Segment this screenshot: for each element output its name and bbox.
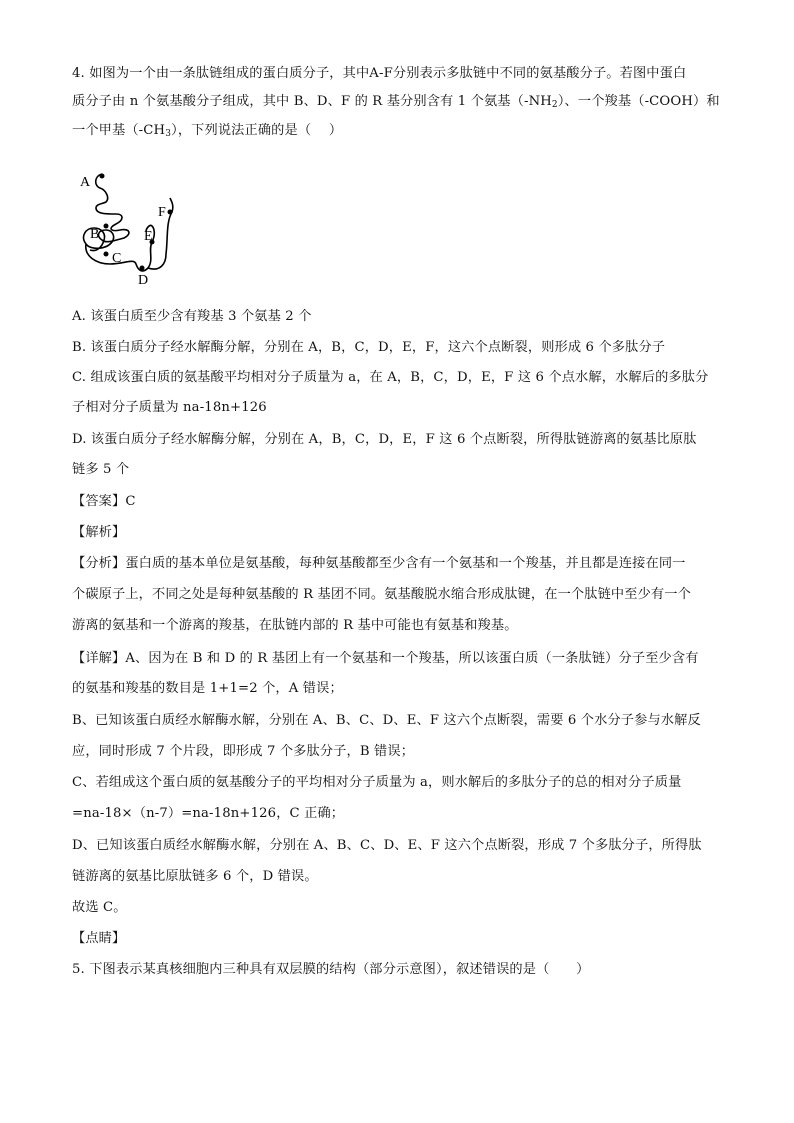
label-b: B: [90, 227, 100, 242]
question-5-stem: 5. 下图表示某真核细胞内三种具有双层膜的结构（部分示意图），叙述错误的是（ ）: [72, 962, 590, 977]
option-c-line1: C. 组成该蛋白质的氨基酸平均相对分子质量为 a，在 A，B，C，D，E，F 这 6 个点水解，水解后的多肽分: [72, 370, 709, 385]
detail-line3: B、已知该蛋白质经水解酶水解，分别在 A、B、C、D、E、F 这六个点断裂，需要 6 个水分子参与水解反: [72, 713, 701, 728]
detail-line7: D、已知该蛋白质经水解酶水解，分别在 A、B、C、D、E、F 这六个点断裂，形成 7 个多肽分子，所得肽: [72, 838, 702, 853]
label-f: F: [158, 205, 166, 220]
tip-heading: 【点睛】: [72, 931, 126, 946]
point-c: [104, 252, 109, 257]
label-d: D: [138, 273, 149, 288]
analysis-heading: 【解析】: [72, 525, 126, 540]
question-4-stem-line3: 一个甲基$(-CH_3)$，下列说法正确的是（ ）: [72, 123, 343, 139]
answer: 【答案】C: [72, 494, 136, 509]
detail-line8: 链游离的氨基比原肽链多 6 个，D 错误。: [72, 869, 318, 884]
point-a: [100, 174, 105, 179]
option-b: B. 该蛋白质分子经水解酶分解，分别在 A，B，C，D，E，F，这六个点断裂，则形成 6 个多肽分子: [72, 340, 666, 355]
analysis-fenxi-line2: 个碳原子上，不同之处是每种氨基酸的 R 基团不同。氨基酸脱水缩合形成肽键，在一个肽链中至少有一个: [72, 587, 691, 602]
option-d-line1: D. 该蛋白质分子经水解酶分解，分别在 A，B，C，D，E，F 这 6 个点断裂，所得肽链游离的氨基比原肽: [72, 432, 697, 447]
label-e: E: [144, 229, 153, 244]
conclusion: 故选 C。: [72, 900, 127, 915]
point-f: [168, 210, 173, 215]
analysis-fenxi-line3: 游离的氨基和一个游离的羧基，在肽链内部的 R 基中可能也有氨基和羧基。: [72, 618, 518, 633]
label-c: C: [112, 251, 122, 266]
detail-line2: 的氨基和羧基的数目是 1+1=2 个，A 错误；: [72, 681, 343, 696]
detail-line1: 【详解】A、因为在 B 和 D 的 R 基团上有一个氨基和一个羧基，所以该蛋白质（一条肽链）分子至少含有: [72, 651, 699, 666]
option-d-line2: 链多 5 个: [72, 462, 130, 477]
option-a: A. 该蛋白质至少含有羧基 3 个氨基 2 个: [72, 309, 312, 324]
detail-line5: C、若组成这个蛋白质的氨基酸分子的平均相对分子质量为 a，则水解后的多肽分子的总的相对分子质量: [72, 775, 682, 790]
question-4-stem-line2: 质分子由 n 个氨基酸分子组成，其中 B、D、F 的 R 基分别含有 1 个氨基$(-NH_2)$、一个羧基（-COOH）和: [72, 94, 720, 110]
polypeptide-chain: [84, 174, 173, 271]
option-c-line2: 子相对分子质量为 na-18n+126: [72, 400, 267, 415]
detail-line4: 应，同时形成 7 个片段，即形成 7 个多肽分子，B 错误；: [72, 744, 415, 759]
analysis-fenxi-line1: 【分析】蛋白质的基本单位是氨基酸，每种氨基酸都至少含有一个氨基和一个羧基，并且都是连接在同一: [72, 556, 686, 571]
point-d: [140, 266, 145, 271]
label-a: A: [80, 175, 91, 190]
detail-line6: =na-18×（n-7）=na-18n+126，C 正确；: [72, 806, 345, 821]
question-4-stem-line1: 4. 如图为一个由一条肽链组成的蛋白质分子，其中A-F分别表示多肽链中不同的氨基酸分子。若图中蛋白: [72, 66, 687, 81]
point-b: [104, 224, 109, 229]
peptide-chain-figure: [76, 168, 188, 288]
